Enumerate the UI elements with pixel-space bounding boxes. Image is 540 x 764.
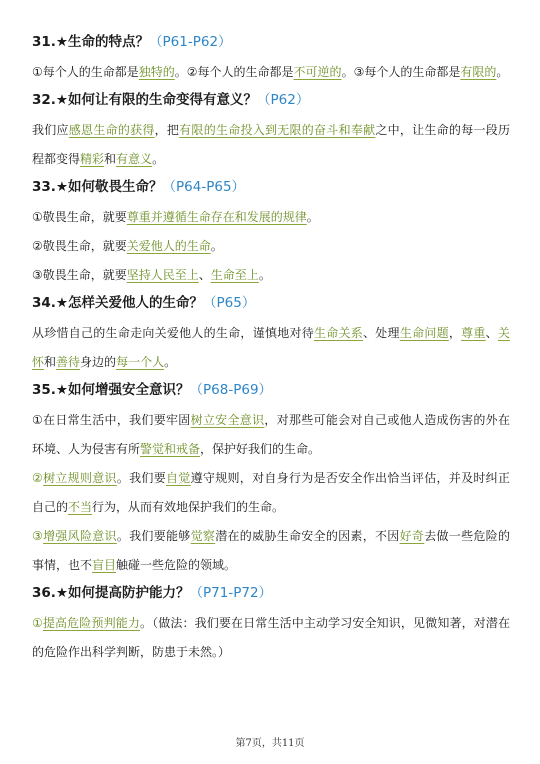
highlighted-keyword: 好奇 [399,529,425,543]
question-text: 36.★如何提高防护能力？ [32,585,190,601]
answer-text: 。 [306,210,319,224]
highlighted-keyword: 尊重并遵循生命存在和发展的规律 [126,210,307,224]
answer-text: 和 [104,152,117,166]
page-reference: （P65） [203,295,256,311]
highlighted-keyword: 独特的 [138,65,175,79]
page-reference: （P62） [257,92,310,108]
highlighted-keyword: 提高危险预判能力 [42,616,140,630]
answer-text: ， [448,326,462,340]
answer-text: 去做一些危险的事情，也不 [32,529,510,572]
question-text: 35.★如何增强安全意识？ [32,382,190,398]
highlighted-keyword: 不可逆的 [293,65,342,79]
answer-text: 潜在的威胁生命安全的因素，不因 [215,529,400,543]
answer-paragraph [32,522,510,580]
question-heading [32,177,510,197]
answer-text: 。 [258,268,271,282]
answer-text: 。 [152,152,165,166]
question-section [32,32,510,87]
highlighted-keyword: 有限的生命投入到无限的奋斗和奉献 [179,123,376,137]
highlighted-keyword: 坚持人民至上 [126,268,199,282]
highlighted-keyword: 不当 [68,500,93,514]
highlighted-keyword: 生命至上 [210,268,259,282]
question-section [32,583,510,667]
answer-paragraph [32,58,510,87]
answer-text: 、 [198,268,211,282]
highlighted-keyword: 感恩生命的获得 [68,123,155,137]
answer-text: ，对那些可能会对自己或他人造成伤害的外在环境、人为侵害有所 [32,413,510,456]
highlighted-keyword: 自觉 [166,471,191,485]
item-number: ① [32,616,43,630]
page-reference: （P68-P69） [189,382,273,398]
highlighted-keyword: 生命关系 [313,326,364,340]
answer-text: 。②每个人的生命都是 [174,65,294,79]
question-section [32,90,510,174]
question-heading [32,32,510,52]
highlighted-keyword: 关爱他人的生命 [126,239,211,253]
highlighted-keyword: 生命问题 [399,326,449,340]
answer-text: 。我们要能够 [116,529,191,543]
answer-text: ②敬畏生命，就要 [32,239,127,253]
highlighted-keyword: 精彩 [80,152,105,166]
answer-text: 。③每个人的生命都是 [341,65,461,79]
question-text: 32.★如何让有限的生命变得有意义？ [32,92,258,108]
answer-text: ①敬畏生命，就要 [32,210,127,224]
highlighted-keyword: 有限的 [460,65,497,79]
answer-text: 和 [44,355,57,369]
answer-paragraph [32,261,510,290]
answer-paragraph [32,609,510,667]
highlighted-keyword: 有意义 [116,152,153,166]
answer-text: 。我们要 [116,471,167,485]
answer-paragraph [32,319,510,377]
answer-text: 触碰一些危险的领域。 [116,558,237,572]
answer-text: ①每个人的生命都是 [32,65,139,79]
question-text: 31.★生命的特点？ [32,34,150,50]
answer-text: 从珍惜自己的生命走向关爱他人的生命，谨慎地对待 [32,326,314,340]
answer-paragraph [32,203,510,232]
answer-text: 。 [496,65,509,79]
highlighted-keyword: 树立规则意识 [43,471,117,485]
answer-text: 、 [485,326,498,340]
answer-text: 行为，从而有效地保护我们的生命。 [92,500,285,514]
question-text: 33.★如何敬畏生命？ [32,179,163,195]
answer-text: 。 [210,239,223,253]
page-reference: （P64-P65） [162,179,246,195]
highlighted-keyword: 警觉和戒备 [140,442,201,456]
question-heading [32,90,510,110]
answer-text: ③敬畏生命，就要 [32,268,127,282]
answer-text: 我们应 [32,123,69,137]
item-number: ③ [32,529,44,543]
question-heading [32,293,510,313]
answer-text: ，把 [154,123,180,137]
question-text: 34.★怎样关爱他人的生命？ [32,295,204,311]
highlighted-keyword: 善待 [56,355,81,369]
highlighted-keyword: 增强风险意识 [43,529,117,543]
answer-text: 身边的 [80,355,117,369]
answer-paragraph [32,406,510,464]
question-heading [32,583,510,603]
answer-text: ①在日常生活中，我们要牢固 [32,413,191,427]
item-number: ② [32,471,44,485]
answer-text: 遵守规则，对自身行为是否安全作出恰当评估，并及时纠正自己的 [32,471,510,514]
answer-paragraph [32,232,510,261]
answer-text: 、处理 [363,326,400,340]
answer-text: 。（做法：我们要在日常生活中主动学习安全知识，见微知著，对潜在的危险作出科学判断，防患于未然。） [32,616,510,659]
page-reference: （P61-P62） [149,34,232,50]
answer-text: ，保护好我们的生命。 [200,442,321,456]
highlighted-keyword: 尊重 [461,326,486,340]
page-footer: 第7页，共11页 [235,738,305,749]
highlighted-keyword: 盲目 [92,558,117,572]
question-heading [32,380,510,400]
page-reference: （P71-P72） [189,585,273,601]
highlighted-keyword: 觉察 [190,529,216,543]
question-section [32,380,510,580]
highlighted-keyword: 树立安全意识 [190,413,265,427]
document-body [32,32,510,670]
answer-text: 。 [164,355,177,369]
answer-text: 之中，让生命的每一段历程都变得 [32,123,510,166]
answer-paragraph [32,464,510,522]
highlighted-keyword: 每一个人 [116,355,165,369]
highlighted-keyword: 关怀 [32,326,510,369]
question-section [32,293,510,377]
answer-paragraph [32,116,510,174]
question-section [32,177,510,290]
